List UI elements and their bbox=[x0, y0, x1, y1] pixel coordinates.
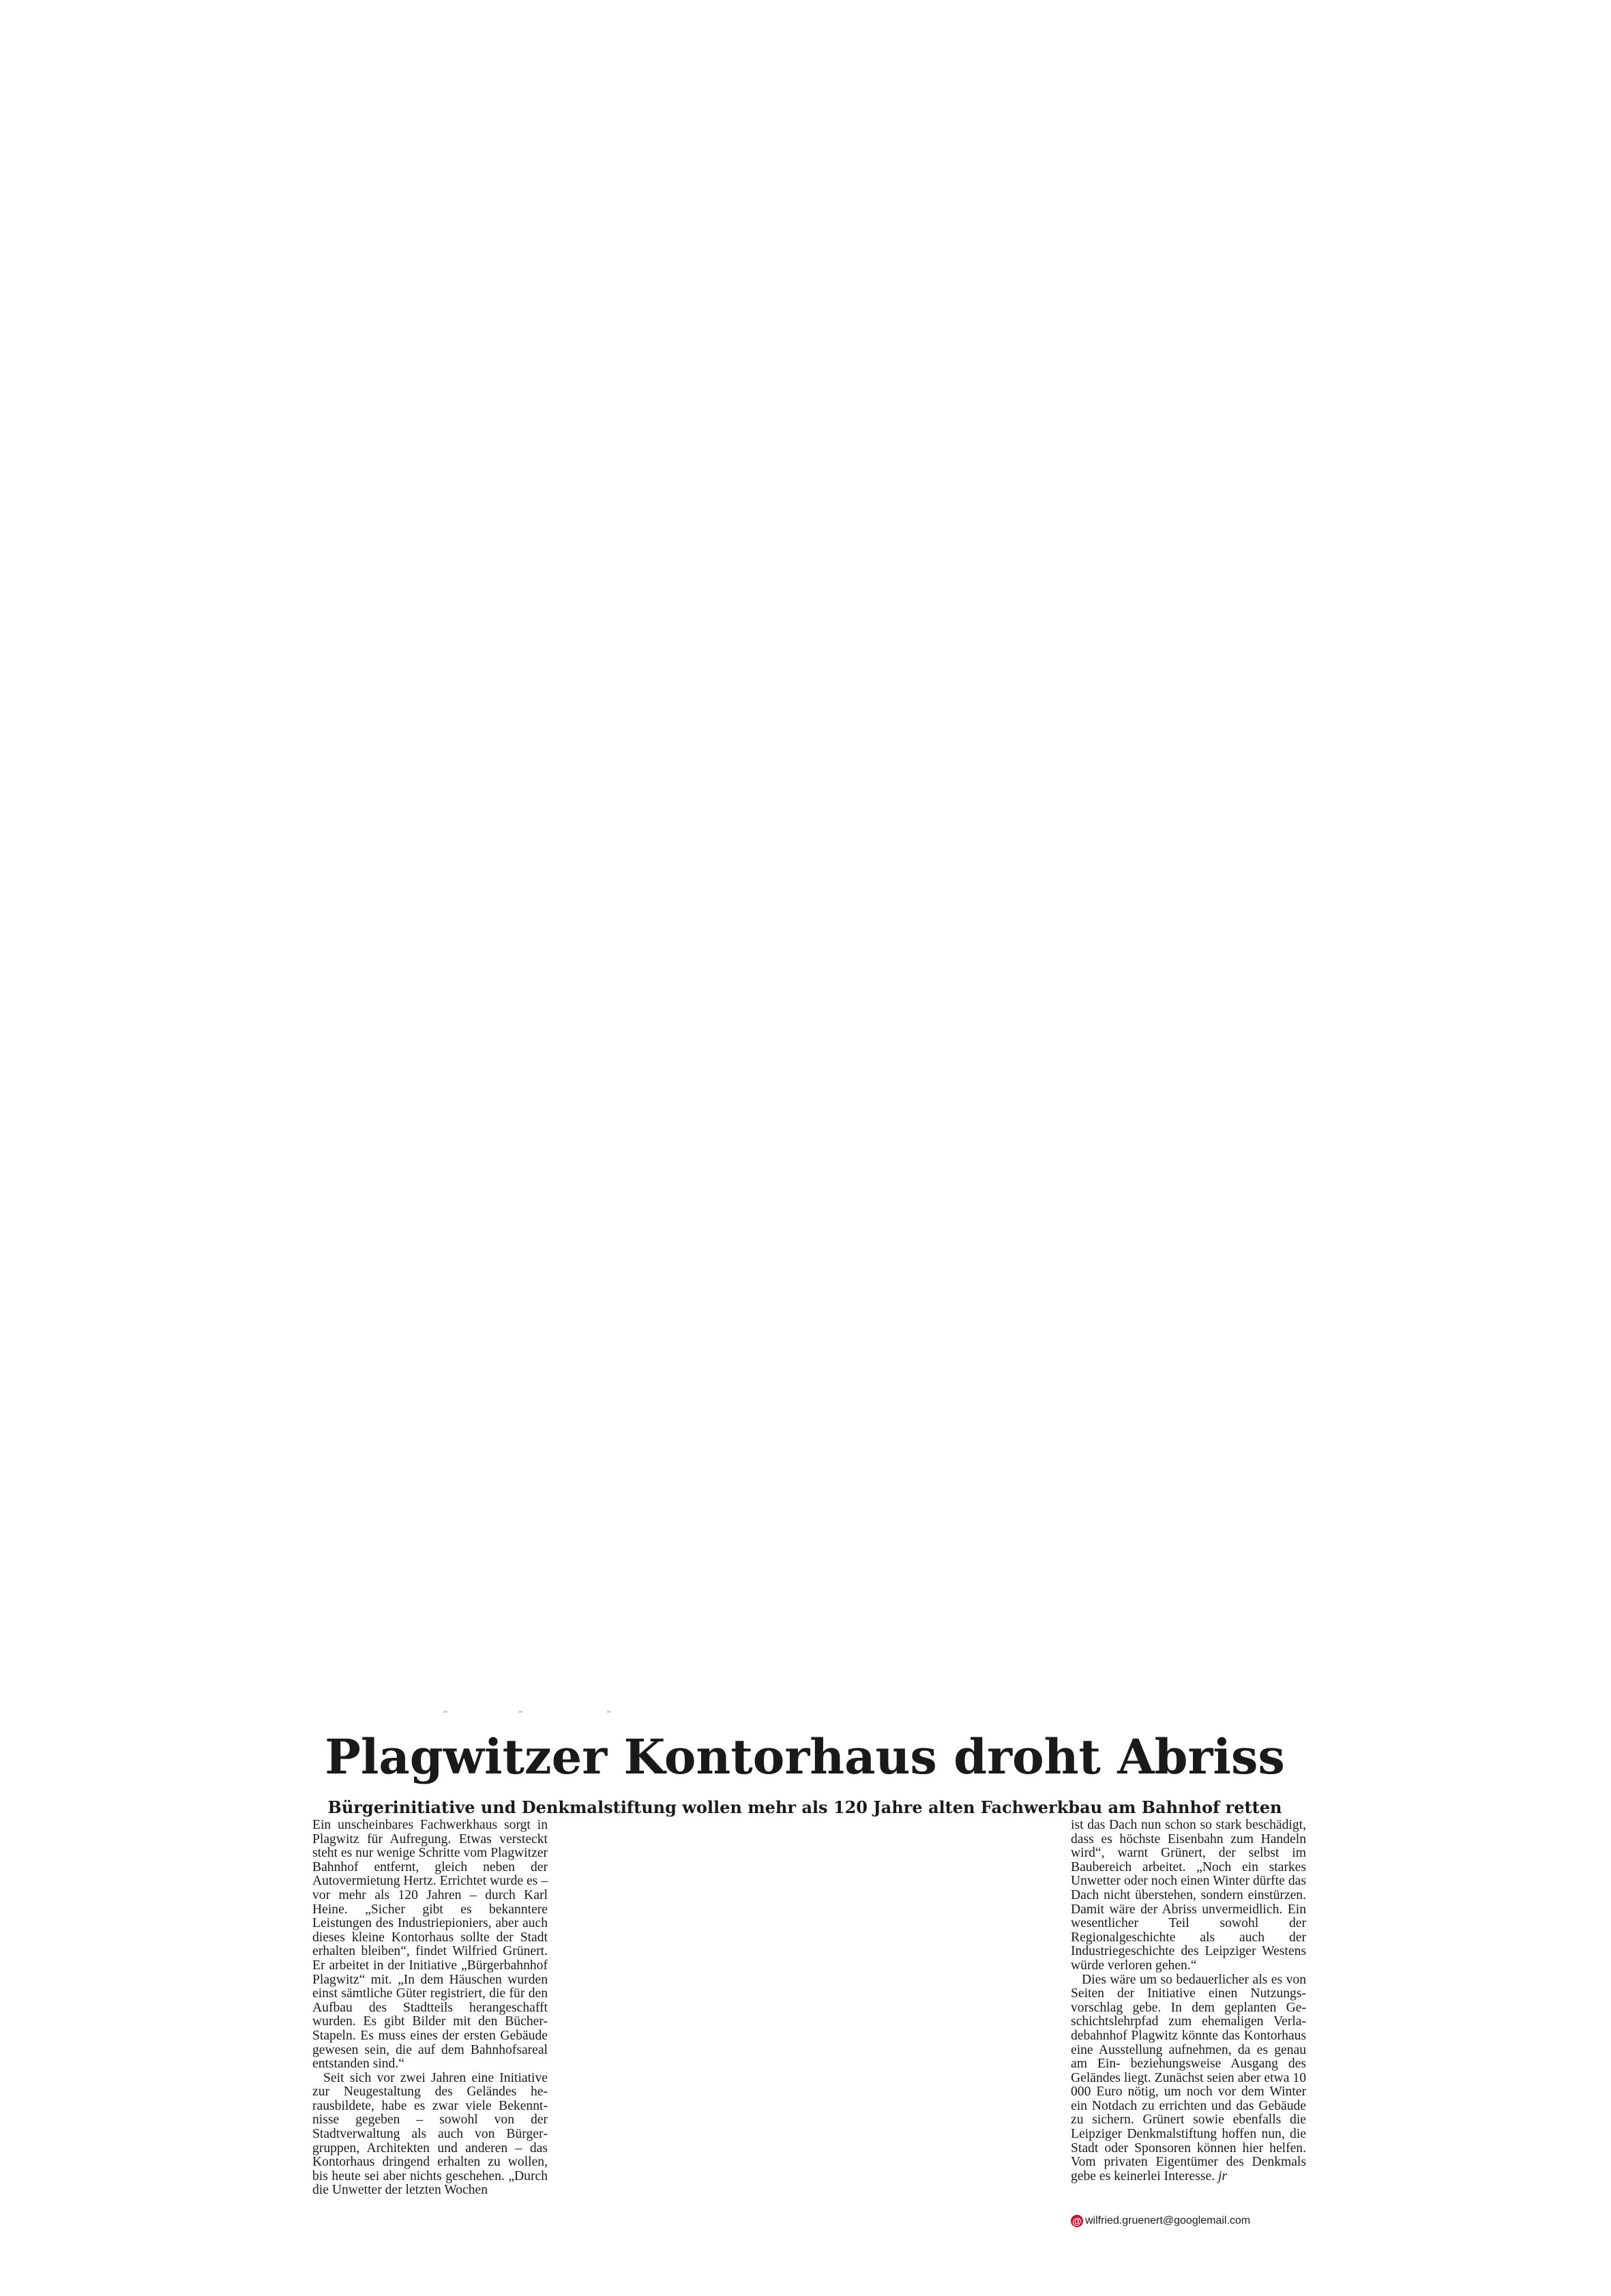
author-email[interactable] bbox=[1071, 2213, 1316, 2228]
paragraph bbox=[1071, 1973, 1306, 2184]
print-marks bbox=[443, 1711, 614, 1715]
email-address[interactable]: wilfried.gruenert@googlemail.com bbox=[1085, 2215, 1251, 2226]
article-column-left bbox=[312, 1819, 548, 2198]
headline: Plagwitzer Kontorhaus droht Abriss bbox=[325, 1728, 1285, 1785]
print-mark bbox=[443, 1711, 447, 1713]
article-column-right bbox=[1071, 1819, 1306, 2183]
subheadline: Bürgerinitiative und Denkmalstiftung wollen mehr als 120 Jahre alten Fachwerkbau am Bahnhof retten bbox=[327, 1797, 1282, 1817]
print-mark bbox=[607, 1711, 611, 1713]
print-mark bbox=[518, 1711, 522, 1713]
paragraph-text: Dies wäre um so bedauerlicher als es von Seiten der Initiative einen Nutzungsvorschlag gebe. In dem geplanten Geschichtslehrpfad zum ehemaligen Verladebahnhof Plagwitz könnte das Kontorhaus eine Ausstellung aufnehmen, da es genau am Ein- beziehungsweise Ausgang des Geländes liegt. Zunächst seien aber etwa 10 000 Euro nötig, um noch vor dem Winter ein Notdach zu errichten und das Gebäude zu sichern. Grünert sowie ebenfalls die Leipziger Denkmalstiftung hoffen nun, die Stadt oder Sponsoren können hier helfen. Vom privaten Eigentümer des Denkmals gebe es keinerlei Interesse. bbox=[1071, 1972, 1306, 2183]
author-initials: jr bbox=[1217, 2168, 1228, 2183]
paragraph: Seit sich vor zwei Jahren eine Initiative zur Neugestaltung des Geländes herausbildete, habe es zwar viele Bekenntnisse gegeben – sowohl von der Stadtverwaltung als auch von Bürgergruppen, Architekten und anderen – das Kontorhaus dringend erhalten zu wollen, bis heute sei aber nichts geschehen. „Durch die Unwetter der letzten Wochen bbox=[312, 2070, 548, 2198]
paragraph: ist das Dach nun schon so stark beschädigt, dass es höchste Eisenbahn zum Handeln wird“, warnt Grünert, der selbst im Baubereich arbeitet. „Noch ein starkes Unwetter oder noch einen Winter dürfte das Dach nicht überstehen, sondern einstürzen. Damit wäre der Abriss unvermeidlich. Ein wesentlicher Teil sowohl der Regionalgeschichte als auch der Industriegeschichte des Leipziger Westens würde verloren gehen.“ bbox=[1071, 1818, 1306, 1973]
paragraph: Ein unscheinbares Fachwerkhaus sorgt in Plagwitz für Aufregung. Etwas versteckt steht es nur wenige Schritte vom Plagwitzer Bahnhof entfernt, gleich neben der Autovermietung Hertz. Errichtet wurde es – vor mehr als 120 Jahren – durch Karl Heine. „Sicher gibt es bekanntere Leistungen des Industriepioniers, aber auch dieses kleine Kontorhaus sollte der Stadt erhalten bleiben“, findet Wilfried Grünert. Er arbeitet in der Initiative „Bürgerbahnhof Plagwitz“ mit. „In dem Häuschen wurden einst sämtliche Güter registriert, die für den Aufbau des Stadtteils herangeschafft wurden. Es gibt Bilder mit den Bücher-Stapeln. Es muss eines der ersten Gebäude gewesen sein, die auf dem Bahnhofsareal entstanden sind.“ bbox=[312, 1818, 548, 2072]
at-icon: @ bbox=[1071, 2215, 1083, 2227]
